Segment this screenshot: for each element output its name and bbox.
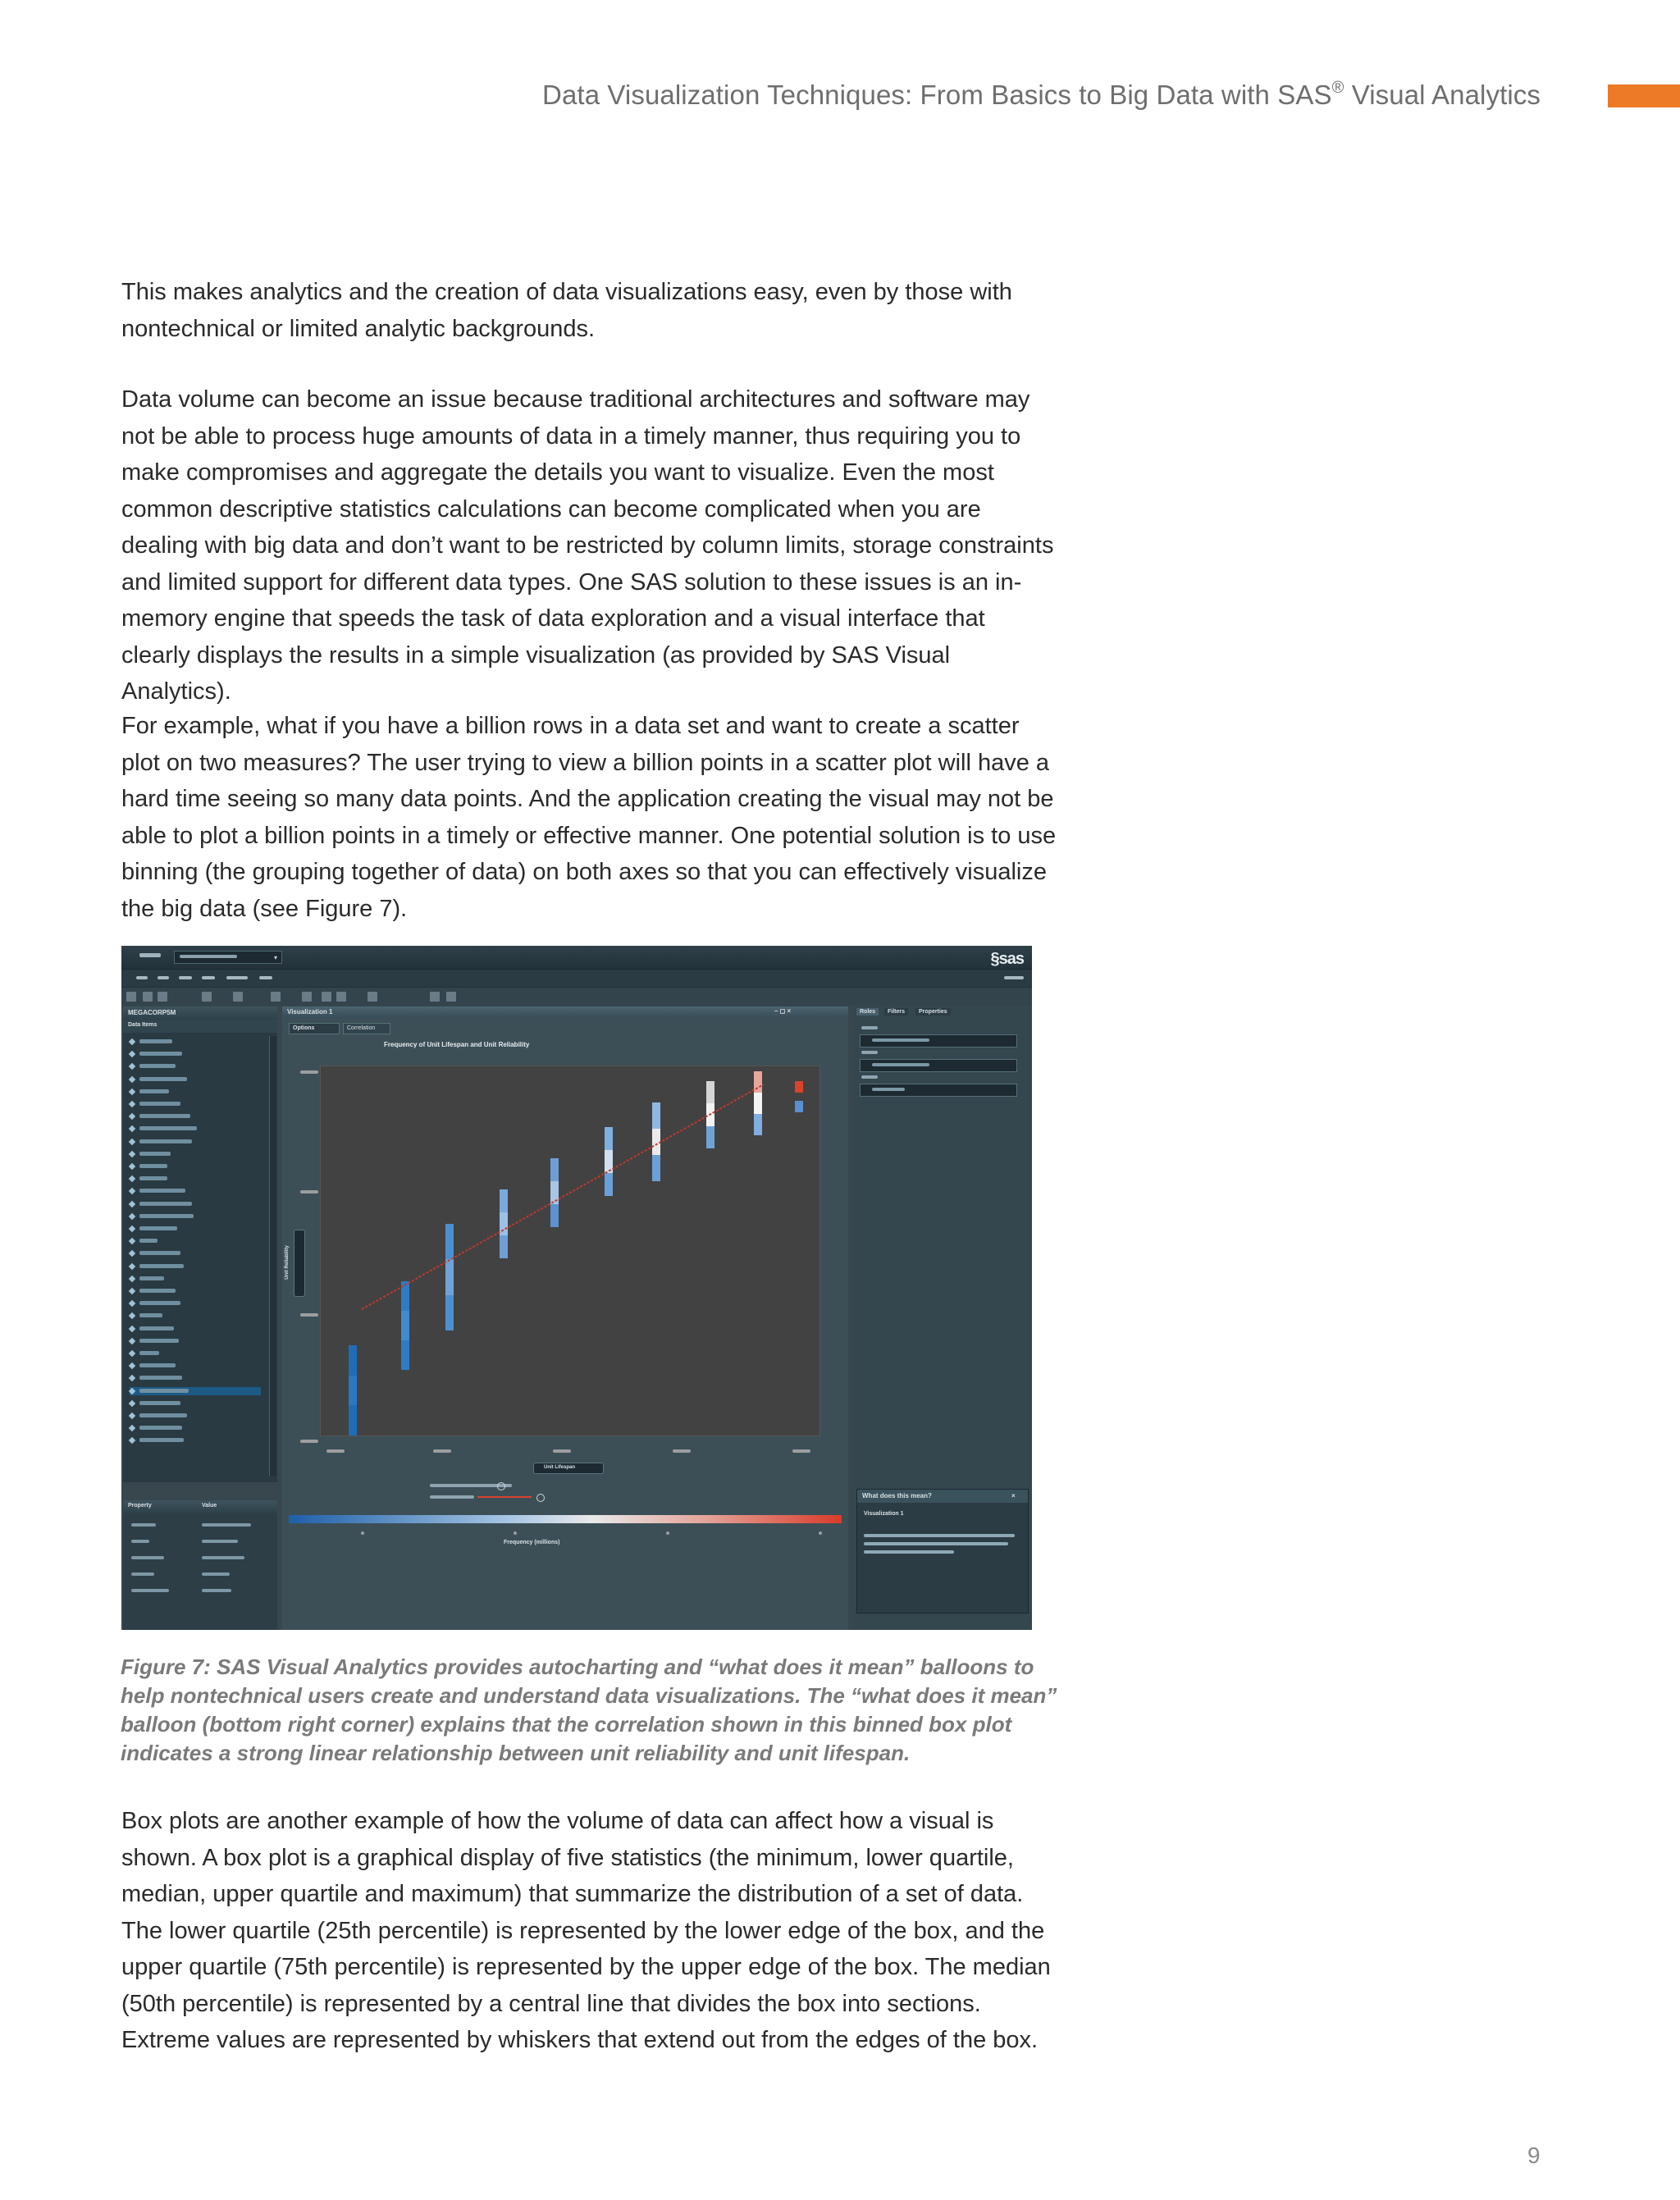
- measure-icon: [129, 1138, 135, 1144]
- menu-analysis[interactable]: [226, 976, 248, 979]
- y-axis-label[interactable]: Unit Reliability: [294, 1230, 305, 1297]
- data-items-label: Data Items: [128, 1022, 158, 1028]
- window-controls-icon[interactable]: – ◻ ×: [774, 1007, 792, 1015]
- data-source-header: [123, 1006, 277, 1020]
- sas-logo: §sas: [990, 950, 1024, 968]
- chevron-down-icon: ▾: [273, 954, 277, 961]
- variable-list-item[interactable]: [130, 1387, 261, 1395]
- correlation-tab[interactable]: Correlation: [343, 1023, 390, 1034]
- measure-icon: [129, 1101, 135, 1107]
- variable-list-item[interactable]: [130, 1038, 261, 1046]
- name-label: [139, 953, 161, 957]
- header-title: Data Visualization Techniques: From Basics to Big Data with SAS: [542, 80, 1332, 110]
- variable-list-item[interactable]: [130, 1249, 261, 1257]
- app-menubar: [121, 969, 1032, 988]
- toolbar-icon[interactable]: [143, 992, 153, 1002]
- registered-mark: ®: [1331, 79, 1344, 97]
- measure-icon: [129, 1213, 135, 1220]
- measure-icon: [129, 1151, 135, 1157]
- variable-list-item[interactable]: [130, 1349, 261, 1358]
- variable-list-item[interactable]: [130, 1362, 261, 1370]
- app-toolbar: [121, 987, 1032, 1006]
- property-header: [123, 1500, 277, 1513]
- toolbar-icon[interactable]: [271, 992, 281, 1002]
- variable-list-item[interactable]: [130, 1325, 261, 1333]
- variable-list-item[interactable]: [130, 1436, 261, 1445]
- measure-icon: [129, 1362, 135, 1369]
- paragraph-1: This makes analytics and the creation of data visualizations easy, even by those with nontechnical or limited analytic backgrounds.: [121, 279, 1012, 342]
- chart-title: Frequency of Unit Lifespan and Unit Reliability: [384, 1041, 530, 1048]
- measure-icon: [129, 1125, 135, 1132]
- close-icon[interactable]: ×: [1011, 1492, 1016, 1499]
- measure-icon: [129, 1188, 135, 1194]
- regression-legend-swatch: [477, 1496, 532, 1498]
- variable-list-item[interactable]: [130, 1212, 261, 1221]
- variable-list-item[interactable]: [130, 1337, 261, 1345]
- variable-list-item[interactable]: [130, 1287, 261, 1295]
- balloon-header: [857, 1490, 1028, 1503]
- measure-icon: [129, 1276, 135, 1282]
- measure-icon: [129, 1175, 135, 1182]
- figure-caption: Figure 7: SAS Visual Analytics provides autocharting and “what does it mean” balloons to help nontechnical users create and understand data visualizations. The “what does it mean” balloon (bottom right corner) explains that the correlation shown in this binned box plot indicates a strong linear relationship between unit reliability and unit lifespan.: [121, 1655, 1057, 1765]
- value-label: Value: [202, 1503, 217, 1509]
- redo-icon[interactable]: [233, 992, 243, 1002]
- filters-tab[interactable]: Filters: [884, 1008, 908, 1016]
- scrollbar[interactable]: [269, 1036, 276, 1476]
- chart-type-icon[interactable]: [336, 992, 346, 1002]
- info-icon[interactable]: [536, 1494, 545, 1502]
- measure-icon: [129, 1300, 135, 1307]
- visualization-tab[interactable]: [282, 1006, 848, 1018]
- y-axis-role-field[interactable]: [860, 1059, 1017, 1072]
- data-items-header: [123, 1020, 277, 1033]
- variable-list-item[interactable]: [130, 1200, 261, 1208]
- property-label: Property: [128, 1503, 152, 1509]
- menu-edit[interactable]: [158, 976, 169, 979]
- variable-list-item[interactable]: [130, 1175, 261, 1183]
- properties-tab[interactable]: Properties: [915, 1008, 951, 1016]
- exploration-dropdown[interactable]: [174, 951, 282, 964]
- save-icon[interactable]: [158, 992, 167, 1002]
- menu-view[interactable]: [202, 976, 215, 979]
- variable-list-item[interactable]: [130, 1150, 261, 1158]
- measure-icon: [129, 1262, 135, 1269]
- visualization-tab-title: Visualization 1: [287, 1008, 333, 1016]
- data-panel: [123, 1006, 277, 1482]
- measure-icon: [129, 1163, 135, 1170]
- options-button[interactable]: Options: [289, 1023, 340, 1034]
- menu-file[interactable]: [136, 976, 148, 979]
- roles-panel: [853, 1006, 1030, 1630]
- app-topbar: [121, 946, 1032, 969]
- variable-list-item[interactable]: [130, 1312, 261, 1320]
- variable-list-item[interactable]: [130, 1162, 261, 1171]
- measure-icon: [129, 1089, 135, 1095]
- variable-list-item[interactable]: [130, 1050, 261, 1058]
- variable-list-item[interactable]: [130, 1088, 261, 1096]
- variable-list-item[interactable]: [130, 1412, 261, 1420]
- variable-list-item[interactable]: [130, 1399, 261, 1408]
- x-axis-label[interactable]: Unit Lifespan: [533, 1463, 604, 1474]
- measure-icon: [129, 1325, 135, 1331]
- legend-label: Frequency (millions): [504, 1540, 560, 1545]
- toolbar-icon[interactable]: [126, 992, 136, 1002]
- visualization-canvas: [282, 1006, 848, 1630]
- undo-icon[interactable]: [202, 992, 212, 1002]
- measure-icon: [129, 1338, 135, 1344]
- measure-icon: [129, 1226, 135, 1232]
- variable-list-item[interactable]: [130, 1075, 261, 1084]
- variable-list-item[interactable]: [130, 1275, 261, 1283]
- chart-type-icon[interactable]: [302, 992, 312, 1002]
- chart-type-icon[interactable]: [430, 992, 440, 1002]
- measure-icon: [129, 1075, 135, 1082]
- measure-icon: [129, 1413, 135, 1419]
- balloon-title: What does this mean?: [862, 1492, 932, 1499]
- chart-type-icon[interactable]: [322, 992, 331, 1002]
- regression-line-layer: [321, 1066, 819, 1435]
- measure-icon: [129, 1288, 135, 1294]
- measure-icon: [129, 1038, 135, 1045]
- paragraph-3: For example, what if you have a billion rows in a data set and want to create a scatter plot on two measures? The user trying to view a billion points in a scatter plot will have a hard time seeing so many data points. And the application creating the visual may not be able to plot a billion points in a timely or effective manner. One potential solution is to use binning (the grouping together of data) on both axes so that you can effectively visualize the big data (see Figure 7).: [121, 713, 1057, 922]
- page-number: 9: [1527, 2143, 1541, 2168]
- roles-tab[interactable]: Roles: [856, 1008, 879, 1016]
- data-source-name: MEGACORP5M: [128, 1009, 176, 1016]
- running-header: [459, 79, 1541, 111]
- paragraph-2: Data volume can become an issue because traditional architectures and software may not be able to process huge amounts of data in a timely manner, thus requiring you to make compromises and aggregate the details you want to visualize. Even the most common descriptive statistics calculations can become complicated when you are dealing with big data and don’t want to be restricted by column limits, storage constraints and limited support for different data types. One SAS solution to these issues is an in-memory engine that speeds the task of data exploration and a visual interface that clearly displays the results in a simple visualization (as provided by SAS Visual Analytics).: [121, 386, 1054, 705]
- log-off-link[interactable]: [1004, 976, 1024, 979]
- variable-list-item[interactable]: [130, 1424, 261, 1432]
- paragraph-4: Box plots are another example of how the volume of data can affect how a visual is shown. A box plot is a graphical display of five statistics (the minimum, lower quartile, median, upper quartile and maximum) that summarize the distribution of a set of data. The lower quartile (25th percentile) is represented by the lower edge of the box, and the upper quartile (75th percentile) is represented by the upper edge of the box. The median (50th percentile) is represented by a central line that divides the box into sections. Extreme values are represented by whiskers that extend out from the edges of the box.: [121, 1808, 1051, 2053]
- regression-line: [362, 1084, 764, 1309]
- variable-list-item[interactable]: [130, 1225, 261, 1233]
- measure-icon: [129, 1312, 135, 1319]
- variable-list-item[interactable]: [130, 1299, 261, 1308]
- header-title-tail: Visual Analytics: [1344, 80, 1541, 110]
- measure-icon: [129, 1063, 135, 1070]
- chart-type-icon[interactable]: [368, 992, 377, 1002]
- measure-icon: [129, 1387, 135, 1394]
- variable-list-item[interactable]: [130, 1187, 261, 1195]
- menu-help[interactable]: [259, 976, 272, 979]
- variable-list-item[interactable]: [130, 1125, 261, 1133]
- measure-icon: [129, 1250, 135, 1257]
- measure-icon: [129, 1375, 135, 1381]
- measure-icon: [129, 1400, 135, 1407]
- info-icon[interactable]: [497, 1482, 505, 1490]
- measure-icon: [129, 1238, 135, 1244]
- orange-accent-tab: [1608, 84, 1680, 107]
- measure-icon: [129, 1200, 135, 1207]
- variable-list-item[interactable]: [130, 1138, 261, 1146]
- measure-icon: [129, 1425, 135, 1431]
- variable-list-item[interactable]: [130, 1374, 261, 1382]
- variable-list-item[interactable]: [130, 1237, 261, 1245]
- variable-list-item[interactable]: [130, 1262, 261, 1271]
- property-panel: [123, 1500, 277, 1630]
- sas-visual-analytics-screenshot: [121, 946, 1032, 1630]
- color-role-field[interactable]: [860, 1084, 1017, 1097]
- measure-icon: [129, 1437, 135, 1444]
- frequency-gradient-legend: [289, 1515, 842, 1523]
- variable-list-item[interactable]: [130, 1062, 261, 1070]
- measure-icon: [129, 1051, 135, 1057]
- variable-list-item[interactable]: [130, 1100, 261, 1108]
- what-does-this-mean-balloon: [856, 1489, 1029, 1613]
- x-axis-role-field[interactable]: [860, 1034, 1017, 1048]
- measure-icon: [129, 1113, 135, 1120]
- measure-icon: [129, 1350, 135, 1357]
- balloon-subtitle: Visualization 1: [864, 1511, 904, 1517]
- chart-type-icon[interactable]: [446, 992, 456, 1002]
- regression-caption: [430, 1495, 474, 1499]
- plot-area: [320, 1066, 820, 1436]
- menu-data[interactable]: [179, 976, 192, 979]
- variable-list-item[interactable]: [130, 1112, 261, 1121]
